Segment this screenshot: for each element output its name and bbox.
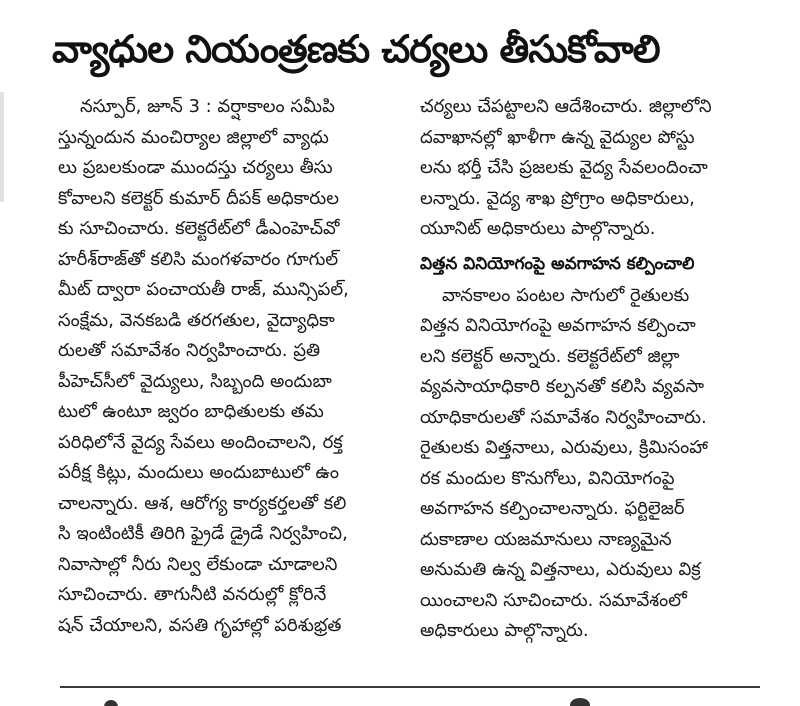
next-article-glyph-fragment — [104, 700, 118, 706]
body-line: లు ప్రబలకుండా ముందస్తు చర్యలు తీసు — [58, 157, 333, 178]
body-line: విత్తన వినియోగంపై అవగాహన కల్పించా — [420, 315, 696, 336]
body-line: చర్యలు చేపట్టాలని ఆదేశించారు. జిల్లాలోని — [420, 96, 712, 117]
body-line: యించాలని సూచించారు. సమావేశంలో — [420, 589, 687, 611]
body-line: స్తున్నందున మంచిర్యాల జిల్లాలో వ్యాధు — [58, 126, 329, 148]
body-line: వ్యవసాయాధికారి కల్పనతో కలిసి వ్యవసా — [420, 376, 705, 397]
body-line: కోవాలని కలెక్టర్‌ కుమార్‌ దీపక్‌ అధికారుల — [58, 187, 339, 209]
body-line: యాధికారులతో సమావేశం నిర్వహించారు. — [420, 406, 707, 428]
body-line: మీట్‌ ద్వారా పంచాయతీ రాజ్‌, మున్సిపల్‌, — [58, 279, 349, 300]
body-line: లని కలెక్టర్‌ అన్నారు. కలెక్టరేట్‌లో జిల్లా — [420, 345, 680, 367]
body-line: పరీక్ష కిట్లు, మందులు అందుబాటులో ఉం — [58, 462, 339, 483]
body-line: లను భర్తీ చేసి ప్రజలకు వైద్య సేవలందించా — [420, 157, 708, 178]
right-text-column — [420, 92, 760, 670]
body-line: రులతో సమావేశం నిర్వహించారు. ప్రతి — [58, 340, 321, 361]
body-line: అవగాహన కల్పించాలన్నారు. ఫర్టిలైజర్‌ — [420, 498, 685, 519]
body-line: అధికారులు పాల్గొన్నారు. — [420, 620, 589, 641]
body-line: టులో ఉంటూ జ్వరం బాధితులకు తమ — [58, 401, 324, 422]
left-text-column — [58, 92, 402, 670]
body-line: షన్‌ చేయాలని, వసతి గృహాల్లో పరిశుభ్రత — [58, 614, 342, 636]
body-line: నస్పూర్‌, జూన్‌ 3 : వర్షాకాలం సమీపి — [80, 96, 335, 117]
body-line: సంక్షేమ, వెనకబడి తరగతుల, వైద్యాధికా — [58, 309, 335, 331]
body-line: దుకాణాల యజమానులు నాణ్యమైన — [420, 528, 672, 550]
body-line: నివాసాల్లో నీరు నిల్వ లేకుండా చూడాలని — [58, 553, 338, 575]
next-article-glyph-fragment — [570, 698, 590, 706]
body-line: సి ఇంటింటికీ తిరిగి ఫ్రైడే డ్రైడే నిర్వహించి, — [58, 523, 348, 544]
body-line: యూనిట్‌ అధికారులు పాల్గొన్నారు. — [420, 218, 656, 239]
body-line: కు సూచించారు. కలెక్టరేట్‌లో డీఎంహెచ్‌వో — [58, 218, 340, 239]
body-line: లన్నారు. వైద్య శాఖ ప్రోగ్రాం అధికారులు, — [420, 187, 695, 209]
body-line: వానకాలం పంటల సాగులో రైతులకు — [442, 284, 690, 306]
page-edge-mark — [0, 92, 4, 202]
body-line: చాలన్నారు. ఆశ, ఆరోగ్య కార్యకర్తలతో కలి — [58, 492, 347, 514]
body-line: రక మందుల కొనుగోలు, వినియోగంపై — [420, 467, 675, 489]
section-subheading: విత్తన వినియోగంపై అవగాహన కల్పించాలి — [420, 253, 695, 274]
body-line: పీహెచ్‌సీలో వైద్యులు, సిబ్బంది అందుబా — [58, 370, 332, 392]
article-headline: వ్యాధుల నియంత్రణకు చర్యలు తీసుకోవాలి — [52, 27, 660, 71]
body-line: సూచించారు. తాగునీటి వనరుల్లో క్లోరినే — [58, 584, 327, 605]
body-line: అనుమతి ఉన్న విత్తనాలు, ఎరువులు విక్ర — [420, 559, 701, 580]
body-line: హరీశ్‌రాజ్‌తో కలిసి మంగళవారం గూగుల్‌ — [58, 248, 339, 270]
body-line: రైతులకు విత్తనాలు, ఎరువులు, క్రిమిసంహా — [420, 437, 708, 458]
body-line: పరిధిలోనే వైద్య సేవలు అందించాలని, రక్త — [58, 431, 343, 453]
bottom-divider-rule — [60, 686, 760, 688]
body-line: దవాఖానల్లో ఖాళీగా ఉన్న వైద్యుల పోస్టు — [420, 126, 695, 148]
